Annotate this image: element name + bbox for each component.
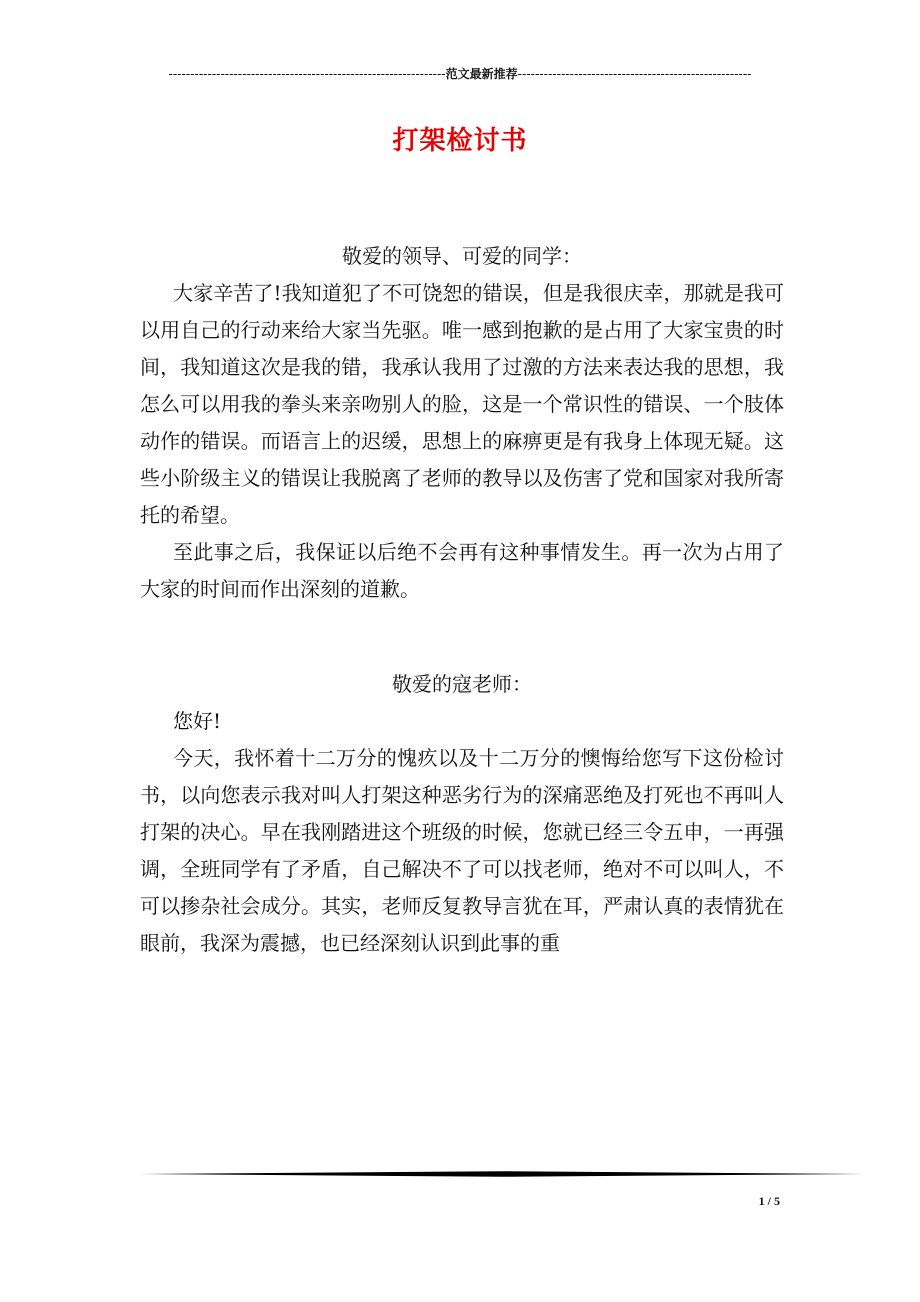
- header-dashes-right: ------------------------------------------------------: [517, 67, 752, 81]
- letter1-paragraph-1: 大家辛苦了!我知道犯了不可饶恕的错误，但是我很庆幸，那就是我可以用自己的行动来给大家当先驱。唯一感到抱歉的是占用了大家宝贵的时间，我知道这次是我的错，我承认我用了过激的方法来表达我的思想，我怎么可以用我的拳头来亲吻别人的脸，这是一个常识性的错误、一个肢体动作的错误。而语言上的迟缓，思想上的麻痹更是有我身上体现无疑。这些小阶级主义的错误让我脱离了老师的教导以及伤害了党和国家对我所寄托的希望。: [140, 281, 784, 527]
- footer-divider: [140, 1169, 864, 1179]
- document-body: [140, 238, 784, 962]
- letter2-paragraph-1: 今天，我怀着十二万分的愧疚以及十二万分的懊悔给您写下这份检讨书，以向您表示我对叫人打架这种恶劣行为的深痛恶绝及打死也不再叫人打架的决心。早在我刚踏进这个班级的时候，您就已经三令五申，一再强调，全班同学有了矛盾，自己解决不了可以找老师，绝对不可以叫人，不可以掺杂社会成分。其实，老师反复教导言犹在耳，严肃认真的表情犹在眼前，我深为震撼，也已经深刻认识到此事的重: [140, 746, 784, 955]
- section-gap: [140, 608, 784, 666]
- letter2-salutation: 敬爱的寇老师：: [392, 672, 532, 696]
- header-label: 范文最新推荐: [445, 67, 518, 81]
- header-dashes-left: ----------------------------------------------------------------: [168, 67, 446, 81]
- page-number: 1 / 5: [758, 1194, 780, 1208]
- letter1-salutation: 敬爱的领导、可爱的同学：: [342, 244, 582, 268]
- letter1-paragraph-2: 至此事之后，我保证以后绝不会再有这种事情发生。再一次为占用了大家的时间而作出深刻的道歉。: [140, 540, 784, 601]
- letter2-greeting: 您好!: [173, 709, 222, 733]
- header-banner: [140, 66, 780, 82]
- document-title: 打架检讨书: [392, 126, 528, 156]
